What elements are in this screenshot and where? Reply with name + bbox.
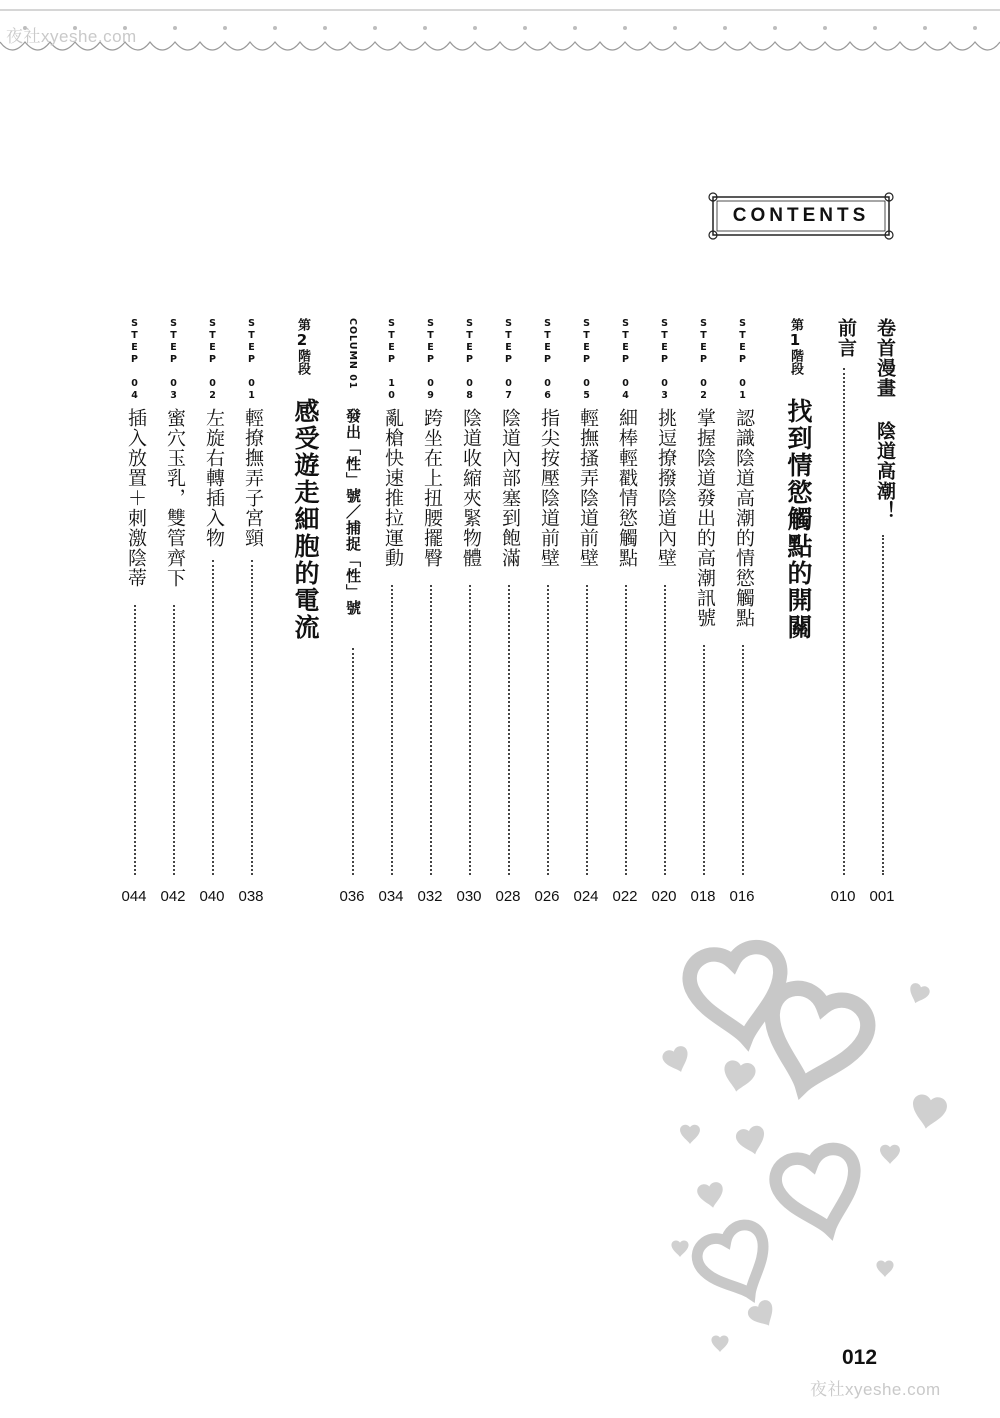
leader-dots — [352, 648, 354, 875]
toc-title: 陰道內部塞到飽滿 — [499, 408, 521, 568]
toc-page-number: 020 — [651, 888, 677, 905]
section-title: 找到情慾觸點的開關 — [784, 398, 813, 641]
leader-dots — [703, 645, 705, 875]
toc-title: 前言 — [835, 318, 857, 358]
leader-dots — [469, 585, 471, 875]
leader-dots — [212, 560, 214, 875]
section-label: 第2階段 — [293, 318, 311, 375]
step-label: STEP 10 — [386, 318, 397, 402]
toc-title: 指尖按壓陰道前壁 — [538, 408, 560, 568]
step-label: STEP 05 — [581, 318, 592, 402]
page-number: 012 — [842, 1346, 878, 1369]
toc-page-number: 036 — [339, 888, 365, 905]
toc-title: 掌握陰道發出的高潮訊號 — [694, 408, 716, 628]
step-label: STEP 02 — [207, 318, 218, 402]
step-label: STEP 06 — [542, 318, 553, 402]
toc-title: 細棒輕戳情慾觸點 — [616, 408, 638, 568]
leader-dots — [625, 585, 627, 875]
toc-title: 左旋右轉插入物 — [203, 408, 225, 548]
toc-page-number: 010 — [830, 888, 856, 905]
toc-page-number: 034 — [378, 888, 404, 905]
toc-title: 認識陰道高潮的情慾觸點 — [733, 408, 755, 628]
leader-dots — [251, 560, 253, 875]
toc-page-number: 018 — [690, 888, 716, 905]
leader-dots — [391, 585, 393, 875]
toc-page-number: 026 — [534, 888, 560, 905]
toc-page-number: 028 — [495, 888, 521, 905]
toc-page-number: 024 — [573, 888, 599, 905]
step-label: STEP 03 — [168, 318, 179, 402]
toc-title: 插入放置＋刺激陰蒂 — [125, 408, 147, 588]
toc-title: 挑逗撩撥陰道內壁 — [655, 408, 677, 568]
toc-title: 卷首漫畫 陰道高潮！ — [874, 318, 896, 521]
column-label: COLUMN 01 — [347, 318, 358, 390]
toc-page-number: 038 — [238, 888, 264, 905]
leader-dots — [586, 585, 588, 875]
watermark-top: 夜社xyeshe.com — [6, 27, 137, 46]
toc-title: 發出「性」號／捕捉「性」號 — [344, 408, 362, 616]
leader-dots — [547, 585, 549, 875]
toc-title: 輕撩撫弄子宮頸 — [242, 408, 264, 548]
leader-dots — [843, 368, 845, 875]
toc-title: 輕撫搔弄陰道前壁 — [577, 408, 599, 568]
contents-title: CONTENTS — [732, 205, 870, 226]
leader-dots — [742, 645, 744, 875]
toc-page-number: 044 — [121, 888, 147, 905]
step-label: STEP 02 — [698, 318, 709, 402]
step-label: STEP 09 — [425, 318, 436, 402]
step-label: STEP 07 — [503, 318, 514, 402]
watermark-bottom: 夜社xyeshe.com — [810, 1380, 941, 1399]
step-label: STEP 01 — [246, 318, 257, 402]
toc-page-number: 001 — [869, 888, 895, 905]
toc-page-number: 042 — [160, 888, 186, 905]
leader-dots — [882, 535, 884, 875]
toc-page-number: 030 — [456, 888, 482, 905]
section-label: 第1階段 — [786, 318, 804, 375]
toc-title: 陰道收縮夾緊物體 — [460, 408, 482, 568]
leader-dots — [508, 585, 510, 875]
leader-dots — [173, 605, 175, 875]
toc-title: 亂槍快速推拉運動 — [382, 408, 404, 568]
toc-title: 蜜穴玉乳，雙管齊下 — [164, 408, 186, 588]
toc-page-number: 022 — [612, 888, 638, 905]
step-label: STEP 03 — [659, 318, 670, 402]
leader-dots — [664, 585, 666, 875]
toc-page-number: 016 — [729, 888, 755, 905]
section-title: 感受遊走細胞的電流 — [291, 398, 320, 641]
step-label: STEP 01 — [737, 318, 748, 402]
leader-dots — [430, 585, 432, 875]
hearts-decoration — [640, 930, 970, 1360]
toc-title: 跨坐在上扭腰擺臀 — [421, 408, 443, 568]
toc-page-number: 040 — [199, 888, 225, 905]
leader-dots — [134, 605, 136, 875]
step-label: STEP 08 — [464, 318, 475, 402]
toc-page-number: 032 — [417, 888, 443, 905]
step-label: STEP 04 — [129, 318, 140, 402]
step-label: STEP 04 — [620, 318, 631, 402]
